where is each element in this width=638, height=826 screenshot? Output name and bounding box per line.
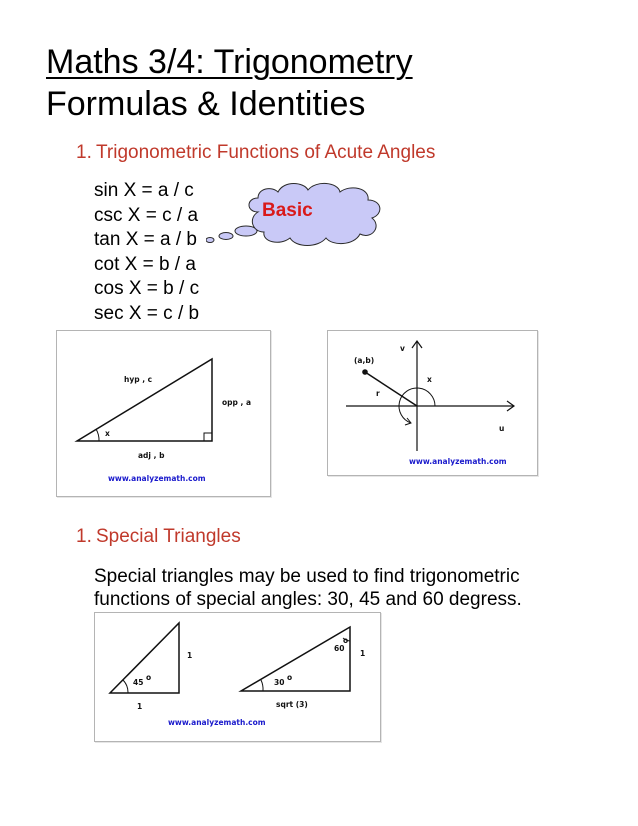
degree-mark-60: o [343, 636, 349, 645]
section2-heading [76, 526, 241, 548]
point-label: (a,b) [354, 356, 375, 365]
hyp-label: hyp , c [124, 375, 153, 384]
source-url: www.analyzemath.com [108, 474, 206, 483]
angle-45-arc [123, 680, 128, 693]
angle-45-label: 45 [133, 678, 144, 687]
section2-number: 1. [76, 526, 92, 547]
section2-heading-text: Special Triangles [96, 526, 241, 547]
formula-csc: csc X = c / a [94, 204, 199, 226]
special-triangles-paragraph [94, 565, 522, 611]
section1-heading [76, 142, 435, 164]
special-triangles-figure [94, 612, 381, 742]
formula-sin: sin X = a / c [94, 180, 194, 201]
triangle-30-60-shape [241, 627, 350, 691]
paragraph-line1: Special triangles may be used to find trigonometric [94, 566, 520, 587]
t2-side-right-label: 1 [360, 649, 366, 658]
angle-arc [96, 429, 99, 441]
source-url: www.analyzemath.com [409, 457, 507, 466]
section1-heading-text: Trigonometric Functions of Acute Angles [96, 142, 436, 163]
section1-number: 1. [76, 142, 92, 163]
t1-side-bottom-label: 1 [137, 702, 143, 711]
degree-mark-45: o [146, 673, 152, 682]
page-title-line1: Maths 3/4: Trigonometry [46, 43, 413, 81]
degree-mark-30: o [287, 673, 293, 682]
angle-30-arc [261, 680, 263, 691]
t1-side-right-label: 1 [187, 651, 193, 660]
v-axis-label: v [400, 344, 405, 353]
angle-x-label: x [427, 375, 432, 384]
formula-cos: cos X = b / c [94, 278, 200, 299]
triangle-45-shape [110, 623, 179, 693]
opp-label: opp , a [222, 398, 252, 407]
formula-list [94, 179, 199, 326]
paragraph-line2: functions of special angles: 30, 45 and 60 degress. [94, 589, 522, 610]
right-triangle-shape [77, 359, 212, 441]
callout-basic: Basic [262, 200, 313, 221]
radius-label: r [376, 389, 380, 398]
page-title-line2: Formulas & Identities [46, 85, 366, 123]
formula-sec: sec X = c / b [94, 302, 200, 324]
angle-x-label: x [105, 429, 110, 438]
angle-60-label: 60 [334, 644, 345, 653]
t2-side-bottom-label: sqrt (3) [276, 700, 308, 709]
source-url: www.analyzemath.com [168, 718, 266, 727]
formula-tan: tan X = a / b [94, 229, 197, 250]
radius-line [365, 372, 417, 406]
point-ab [362, 369, 368, 375]
right-triangle-figure [56, 330, 271, 497]
formula-cot: cot X = b / a [94, 253, 196, 275]
u-axis-label: u [499, 424, 505, 433]
angle-30-label: 30 [274, 678, 285, 687]
adj-label: adj , b [138, 451, 165, 460]
right-angle-marker [204, 433, 212, 441]
unit-circle-figure [327, 330, 538, 476]
